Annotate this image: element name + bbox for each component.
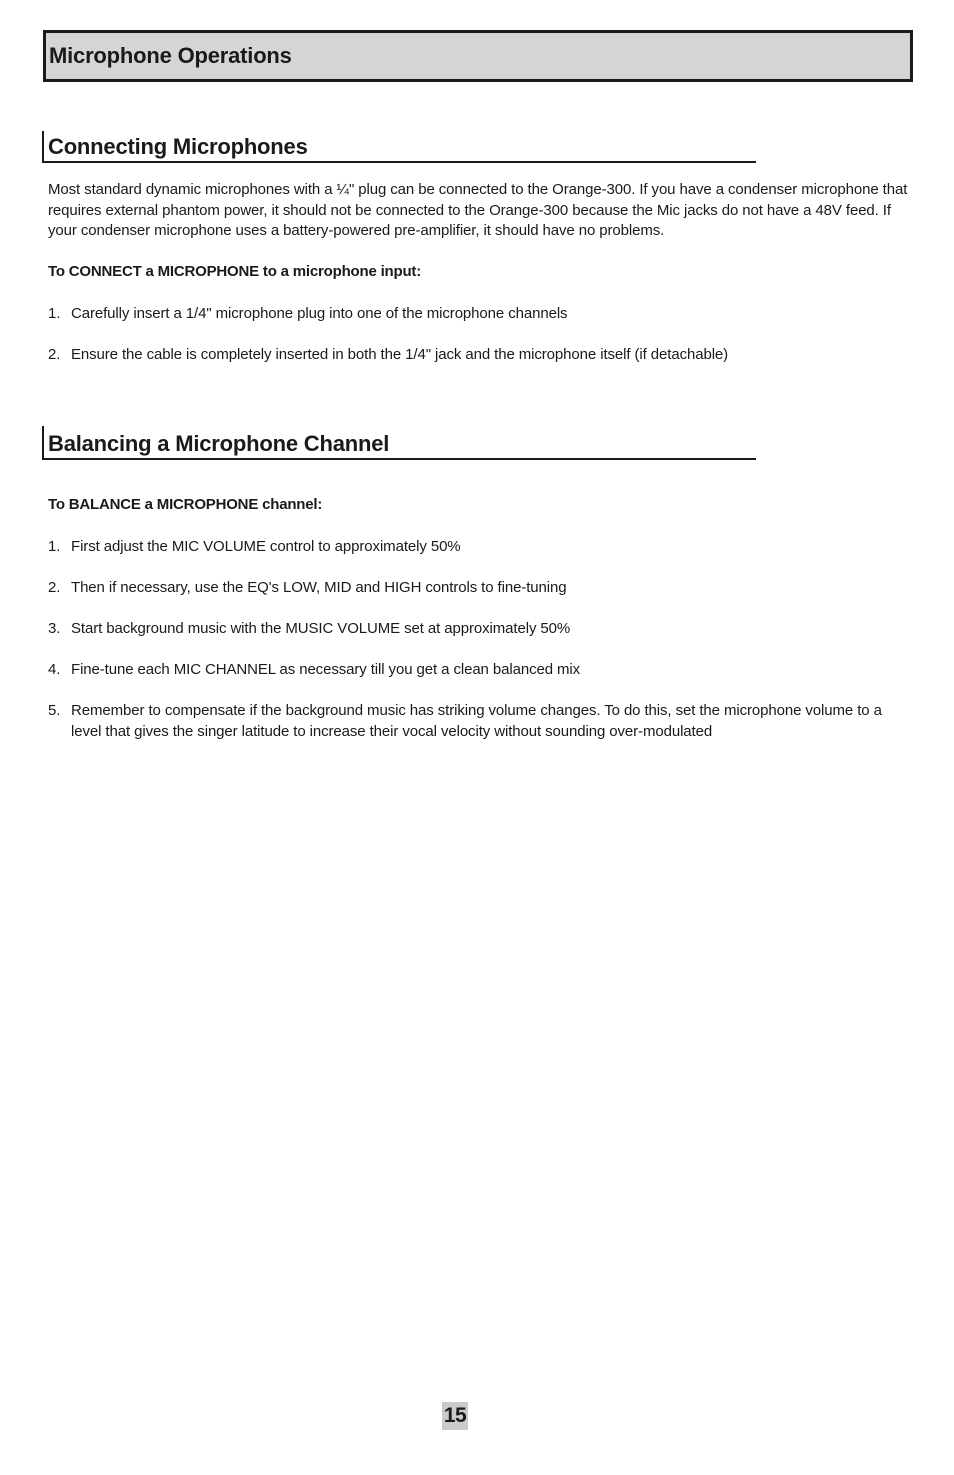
section-title-balancing: Balancing a Microphone Channel	[48, 431, 390, 456]
balancing-step-item	[48, 701, 908, 742]
connecting-step-item	[48, 345, 908, 366]
step-text: Remember to compensate if the background music has striking volume changes. To do this, set the microphone volume to a level that gives the singer latitude to increase their vocal velocity without sounding over-modulated	[71, 702, 882, 740]
step-number: 4.	[48, 661, 61, 678]
connecting-step-item	[48, 304, 908, 325]
step-number: 1.	[48, 538, 61, 555]
balancing-step-item	[48, 619, 908, 640]
balancing-step-item	[48, 660, 908, 681]
section-heading-connecting	[42, 131, 756, 163]
step-text: First adjust the MIC VOLUME control to approximately 50%	[71, 538, 461, 555]
balancing-instructions-heading: To BALANCE a MICROPHONE channel:	[48, 496, 323, 513]
step-number: 2.	[48, 579, 61, 596]
balancing-step-item	[48, 578, 908, 599]
section-heading-balancing	[42, 426, 756, 460]
step-text: Fine-tune each MIC CHANNEL as necessary till you get a clean balanced mix	[71, 661, 581, 678]
page-title: Microphone Operations	[49, 43, 292, 68]
step-number: 3.	[48, 620, 61, 637]
page-number: 15	[442, 1402, 468, 1430]
step-number: 1.	[48, 305, 61, 322]
page-header	[43, 30, 913, 82]
connecting-intro-paragraph: Most standard dynamic microphones with a ¼" plug can be connected to the Orange-300. If you have a condenser microphone that requires external phantom power, it should not be connected to the Orange-300 because the Mic jacks do not have a 48V feed. If your condenser microphone uses a battery-powered pre-amplifier, it should have no problems.	[48, 181, 908, 239]
section-title-connecting: Connecting Microphones	[48, 134, 308, 159]
connecting-instructions-heading: To CONNECT a MICROPHONE to a microphone input:	[48, 263, 422, 280]
balancing-step-item	[48, 537, 908, 558]
step-text: Ensure the cable is completely inserted in both the 1/4" jack and the microphone itself (if detachable)	[71, 346, 729, 363]
step-text: Carefully insert a 1/4" microphone plug into one of the microphone channels	[71, 305, 568, 322]
step-text: Start background music with the MUSIC VOLUME set at approximately 50%	[71, 620, 571, 637]
step-number: 5.	[48, 702, 61, 719]
step-number: 2.	[48, 346, 61, 363]
step-text: Then if necessary, use the EQ's LOW, MID and HIGH controls to fine-tuning	[71, 579, 567, 596]
